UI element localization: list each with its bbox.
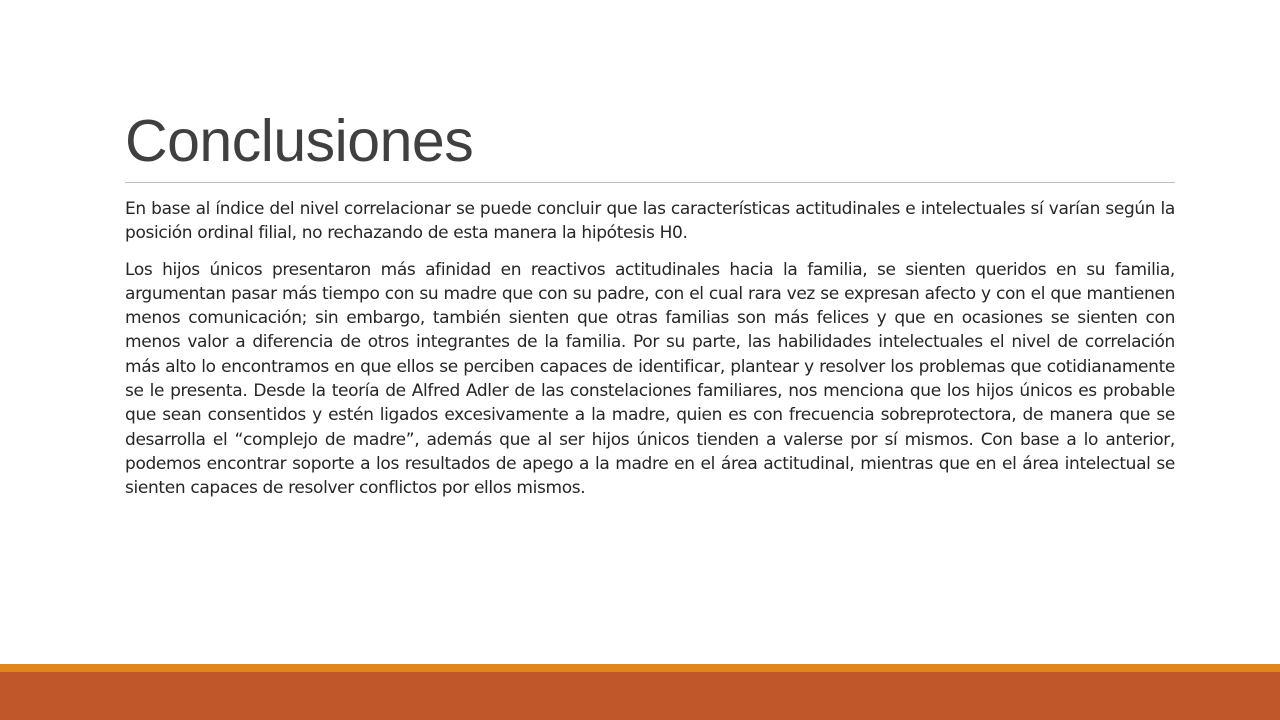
- slide-body: [125, 197, 1175, 513]
- accent-bar-top: [0, 664, 1280, 672]
- paragraph-2: Los hijos únicos presentaron más afinidad en reactivos actitudinales hacia la familia, se sienten queridos en su familia, argumentan pasar más tiempo con su madre que con su padre, con el cual rara vez se expresan afecto y con el que mantienen menos comunicación; sin embargo, también sienten que otras familias son más felices y que en ocasiones se sienten con menos valor a diferencia de otros integrantes de la familia. Por su parte, las habilidades intelectuales el nivel de correlación más alto lo encontramos en que ellos se perciben capaces de identificar, plantear y resolver los problemas que cotidianamente se le presenta. Desde la teoría de Alfred Adler de las constelaciones familiares, nos menciona que los hijos únicos es probable que sean consentidos y estén ligados excesivamente a la madre, quien es con frecuencia sobreprotectora, de manera que se desarrolla el “complejo de madre”, además que al ser hijos únicos tienden a valerse por sí mismos. Con base a lo anterior, podemos encontrar soporte a los resultados de apego a la madre en el área actitudinal, mientras que en el área intelectual se sienten capaces de resolver conflictos por ellos mismos.: [125, 259, 1175, 499]
- title-divider: [125, 182, 1175, 183]
- accent-bar-bottom: [0, 672, 1280, 720]
- paragraph-1: En base al índice del nivel correlacionar se puede concluir que las características actitudinales e intelectuales sí varían según la posición ordinal filial, no rechazando de esta manera la hipótesis H0.: [125, 199, 1175, 244]
- slide-title: Conclusiones: [125, 108, 474, 174]
